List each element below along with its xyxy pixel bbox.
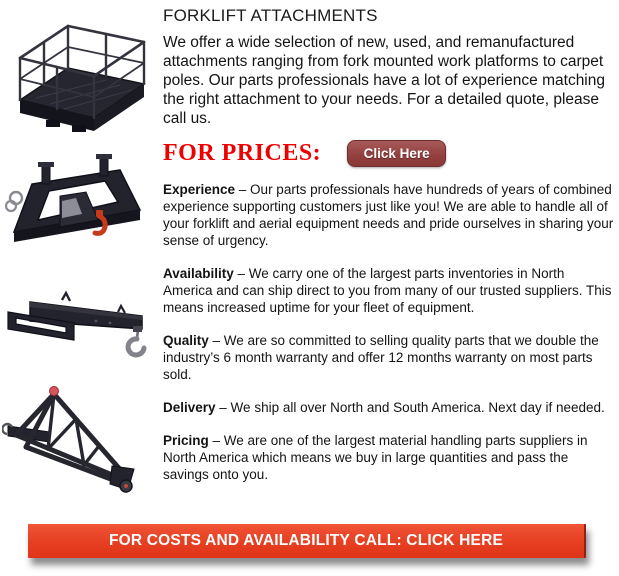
section-delivery-body: – We ship all over North and South America. Next day if needed.: [215, 400, 605, 415]
for-prices-label: FOR PRICES:: [163, 139, 322, 166]
page-title: FORKLIFT ATTACHMENTS: [163, 6, 378, 25]
truss-boom-illustration: [2, 372, 154, 498]
section-quality-body: – We are so committed to selling quality parts that we double the industry’s 6 month warranty and offer 12 months warranty on most parts sold.: [163, 333, 599, 382]
section-availability: [163, 265, 615, 316]
jib-boom-image: [0, 266, 158, 369]
costs-availability-banner[interactable]: FOR COSTS AND AVAILABILITY CALL: CLICK HERE: [28, 524, 586, 558]
click-here-button[interactable]: Click Here: [347, 140, 446, 167]
section-availability-heading: Availability: [163, 266, 234, 281]
work-platform-image: [6, 20, 156, 143]
truss-boom-image: [2, 372, 154, 503]
selling-points-list: [163, 181, 615, 499]
section-quality-heading: Quality: [163, 333, 209, 348]
frame-attachment-illustration: [2, 140, 154, 258]
frame-attachment-image: [2, 140, 154, 263]
section-pricing: [163, 432, 615, 483]
section-quality: [163, 332, 615, 383]
section-delivery: [163, 399, 615, 416]
jib-boom-illustration: [0, 266, 158, 364]
section-experience-body: – Our parts professionals have hundreds of years of combined experience supporting customers just like you! We are able to handle all of your forklift and aerial equipment needs and pride ourselves in sharing your sense of urgency.: [163, 182, 614, 248]
section-pricing-body: – We are one of the largest material handling parts suppliers in North America which means we buy in large quantities and pass the savings onto you.: [163, 433, 588, 482]
intro-paragraph: We offer a wide selection of new, used, and remanufactured attachments ranging from fork mounted work platforms to carpet poles. Our parts professionals have a lot of experience matching the right attachment to your needs. For a detailed quote, please call us.: [163, 34, 605, 127]
section-experience: [163, 181, 615, 249]
work-platform-illustration: [6, 20, 156, 138]
prices-row: [163, 138, 446, 168]
section-pricing-heading: Pricing: [163, 433, 209, 448]
section-experience-heading: Experience: [163, 182, 236, 197]
section-availability-body: – We carry one of the largest parts inventories in North America and can ship direct to you from many of our trusted suppliers. This means increased uptime for your fleet of equipment.: [163, 266, 612, 315]
section-delivery-heading: Delivery: [163, 400, 216, 415]
